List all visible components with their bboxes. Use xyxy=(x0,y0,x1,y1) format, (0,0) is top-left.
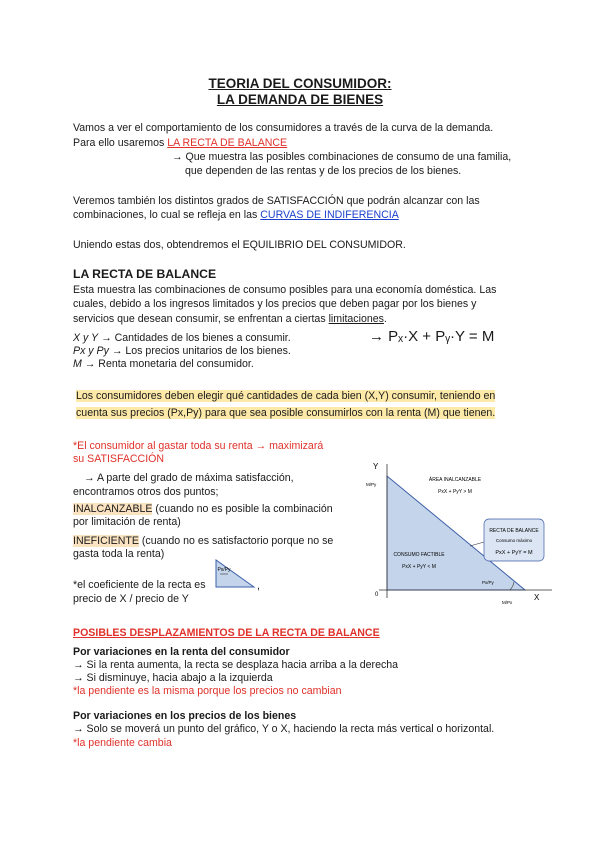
precio-line-1: → Solo se moverá un punto del gráfico, Y o X, haciendo la recta más vertical o horizontal. xyxy=(73,723,495,735)
recta-limitaciones: limitaciones xyxy=(328,313,384,325)
ineficiente-line xyxy=(73,535,333,547)
other-points-1: → A parte del grado de máxima satisfacción, xyxy=(84,472,294,484)
intro-line-2-text: Para ello usaremos xyxy=(73,137,168,149)
intro-line-6 xyxy=(73,209,399,221)
recta-line-3-end: . xyxy=(383,313,387,325)
highlight-line-2: cuenta sus precios (Px,Py) para que sea posible consumirlos con la renta (M) que tienen. xyxy=(76,407,496,419)
intro-line-3: → Que muestra las posibles combinaciones de consumo de una familia, xyxy=(172,151,512,163)
coef-comma: , xyxy=(257,580,260,592)
slope-mini-num: Px/Py xyxy=(217,567,231,573)
page-title: TEORIA DEL CONSUMIDOR: xyxy=(208,76,392,91)
link-curvas-indiferencia[interactable]: CURVAS DE INDIFERENCIA xyxy=(260,209,399,221)
intro-line-6-text: combinaciones, lo cual se refleja en las xyxy=(73,209,261,221)
section-heading-recta: LA RECTA DE BALANCE xyxy=(73,267,217,281)
recta-line-2: cuales, debido a los ingresos limitados y los precios que deben pagar por los bienes y xyxy=(73,298,477,310)
inalcanzable-label: INALCANZABLE xyxy=(73,503,153,515)
highlight-block xyxy=(76,388,495,422)
highlight-line-1: Los consumidores deben elegir qué cantidades de cada bien (X,Y) consumir, teniendo en xyxy=(76,390,496,402)
x-axis-label: X xyxy=(534,593,540,602)
precio-heading: Por variaciones en los precios de los bienes xyxy=(73,710,297,722)
var-prices-name: Px y Py xyxy=(73,345,109,357)
precio-note: *la pendiente cambia xyxy=(73,737,172,749)
y-intercept-label: M/Py xyxy=(366,482,377,487)
feasible-area-label: CONSUMO FACTIBLE xyxy=(393,552,445,558)
y-axis-label: Y xyxy=(373,462,379,471)
renta-note: *la pendiente es la misma porque los precios no cambian xyxy=(73,685,342,697)
var-income-desc: → Renta monetaria del consumidor. xyxy=(81,358,254,370)
callout-equation: PxX + PyY = M xyxy=(495,550,533,556)
unreachable-area-eq: PxX + PyY > M xyxy=(438,489,472,495)
section-heading-desplazamientos: POSIBLES DESPLAZAMIENTOS DE LA RECTA DE BALANCE xyxy=(73,627,380,639)
inalcanzable-line-2: por limitación de renta) xyxy=(73,516,181,528)
budget-line-chart xyxy=(362,458,562,618)
slope-triangle-icon xyxy=(214,558,258,590)
intro-line-4: que dependen de las rentas y de los precios de los bienes. xyxy=(185,165,462,177)
intro-line-7: Uniendo estas dos, obtendremos el EQUILIBRIO DEL CONSUMIDOR. xyxy=(73,239,406,251)
intro-line-5: Veremos también los distintos grados de SATISFACCIÓN que podrán alcanzar con las xyxy=(73,195,480,207)
recta-line-3 xyxy=(73,313,387,325)
coef-line-1: *el coeficiente de la recta es xyxy=(73,579,206,591)
intro-line-1: Vamos a ver el comportamiento de los consumidores a través de la curva de la demanda. xyxy=(73,122,494,134)
recta-line-1: Esta muestra las combinaciones de consumo posibles para una economía doméstica. Las xyxy=(73,284,497,296)
recta-line-3-text: servicios que desean consumir, se enfrentan a ciertas xyxy=(73,313,329,325)
var-xy-name: X y Y xyxy=(73,332,99,344)
budget-formula: → Pₓ·X + Pᵧ·Y = M xyxy=(369,328,495,345)
ineficiente-label: INEFICIENTE xyxy=(73,535,139,547)
callout-title: RECTA DE BALANCE xyxy=(489,528,539,534)
note-maximize-2: su SATISFACCIÓN xyxy=(73,453,165,465)
renta-line-2: → Si disminuye, hacia abajo a la izquierda xyxy=(73,672,273,684)
other-points-2: encontramos otros dos puntos; xyxy=(73,486,219,498)
unreachable-area-label: ÁREA INALCANZABLE xyxy=(428,477,482,483)
feasible-area-eq: PxX + PyY < M xyxy=(402,564,436,570)
var-income xyxy=(73,358,254,370)
ineficiente-desc: (cuando no es satisfactorio porque no se xyxy=(138,535,334,547)
var-income-name: M xyxy=(73,358,82,370)
slope-label: Px/Py xyxy=(482,580,494,585)
ineficiente-line-2: gasta toda la renta) xyxy=(73,548,165,560)
origin-label: 0 xyxy=(375,592,379,598)
inalcanzable-line xyxy=(73,503,333,515)
box-pointer-line xyxy=(470,542,484,546)
coef-line-2: precio de X / precio de Y xyxy=(73,593,189,605)
page-subtitle: LA DEMANDA DE BIENES xyxy=(216,92,384,107)
x-intercept-label: M/Px xyxy=(502,600,513,605)
note-maximize-1: *El consumidor al gastar toda su renta → maximizará xyxy=(73,440,324,452)
intro-line-2 xyxy=(73,137,287,149)
callout-subtitle: Consumo máximo xyxy=(495,538,533,543)
inalcanzable-desc: (cuando no es posible la combinación xyxy=(152,503,333,515)
var-xy-desc: → Cantidades de los bienes a consumir. xyxy=(98,332,291,344)
var-xy xyxy=(73,332,291,344)
renta-line-1: → Si la renta aumenta, la recta se desplaza hacia arriba a la derecha xyxy=(73,659,399,671)
var-prices-desc: → Los precios unitarios de los bienes. xyxy=(108,345,291,357)
link-recta-balance[interactable]: LA RECTA DE BALANCE xyxy=(167,137,288,149)
renta-heading: Por variaciones en la renta del consumidor xyxy=(73,646,290,658)
var-prices xyxy=(73,345,291,357)
